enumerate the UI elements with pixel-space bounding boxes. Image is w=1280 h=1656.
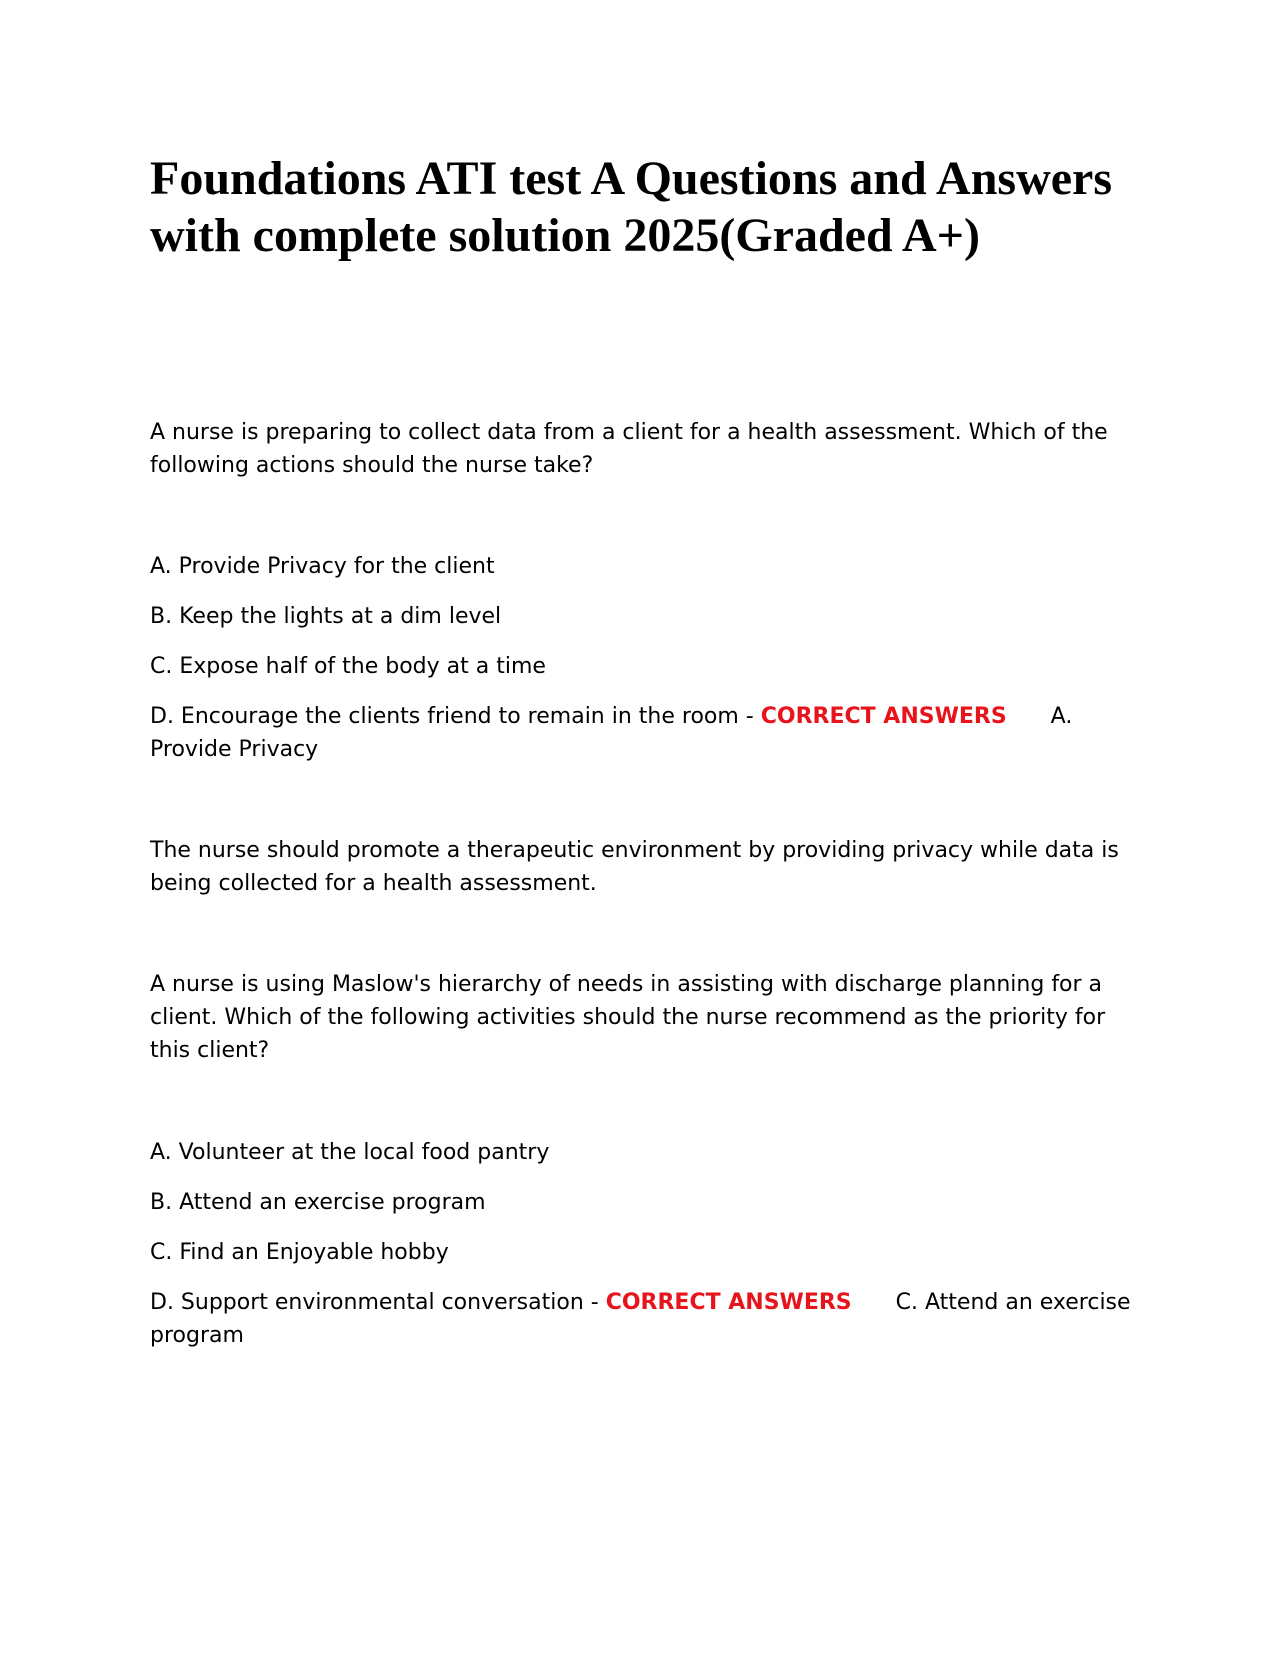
question-2-answer: C. Attend an exercise program [150, 1290, 1131, 1348]
document-title: Foundations ATI test A Questions and Answers with complete solution 2025(Graded A+) [150, 152, 1113, 262]
question-1-option-d: D. Encourage the clients friend to remain in the room - [150, 704, 761, 729]
question-1-option-b: B. Keep the lights at a dim level [150, 604, 502, 629]
question-1-rationale: The nurse should promote a therapeutic environment by providing privacy while data is being collected for a health assessment. [150, 838, 1119, 896]
question-2-option-b: B. Attend an exercise program [150, 1190, 486, 1215]
question-1-option-a: A. Provide Privacy for the client [150, 554, 495, 579]
question-1-answer: A. Provide Privacy [150, 704, 1073, 762]
question-2-option-a: A. Volunteer at the local food pantry [150, 1140, 550, 1165]
correct-answers-label: CORRECT ANSWERS [605, 1290, 852, 1315]
question-2-stem: A nurse is using Maslow's hierarchy of needs in assisting with discharge planning for a client. Which of the following activities should the nurse recommend as the priority for this client? [150, 972, 1106, 1063]
question-2-option-d: D. Support environmental conversation - [150, 1290, 606, 1315]
question-2-option-d-with-answer [150, 1286, 1135, 1352]
question-1-option-d-with-answer [150, 700, 1135, 766]
question-2-option-c: C. Find an Enjoyable hobby [150, 1240, 449, 1265]
correct-answers-label: CORRECT ANSWERS [760, 704, 1007, 729]
question-1-option-c: C. Expose half of the body at a time [150, 654, 546, 679]
question-1-stem: A nurse is preparing to collect data from a client for a health assessment. Which of the following actions should the nurse take? [150, 420, 1108, 478]
